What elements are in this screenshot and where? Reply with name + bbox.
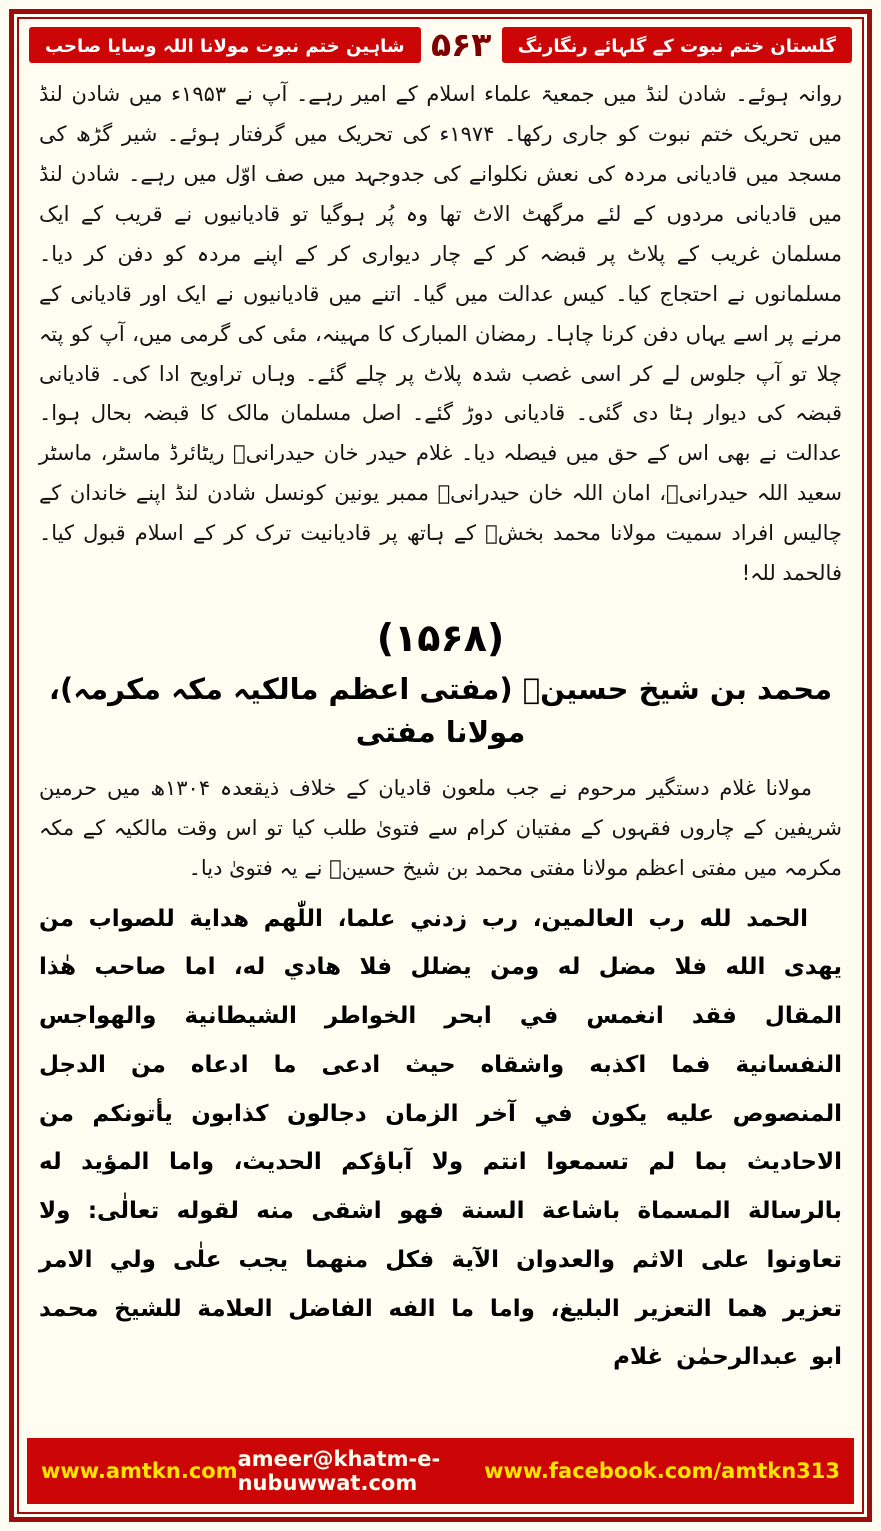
body-paragraph-intro: مولانا غلام دستگیر مرحوم نے جب ملعون قادیان کے خلاف ذیقعدہ ۱۳۰۴ھ میں حرمین شریفین کے چاروں فقہوں کے مفتیان کرام سے فتویٰ طلب کیا تو اس وقت مالکیہ کے مکہ مکرمہ میں مفتی اعظم مولانا مفتی محمد بن شیخ حسینؒ نے یہ فتویٰ دیا۔ (39, 775, 842, 880)
page-footer (27, 1438, 854, 1504)
page-border-inner (17, 17, 864, 1514)
footer-website-url: www.amtkn.com (41, 1459, 238, 1483)
page-header (19, 19, 862, 65)
entry-title: محمد بن شیخ حسینؒ (مفتی اعظم مالکیہ مکہ مکرمہ)، مولانا مفتی (48, 671, 833, 750)
body-paragraph-biography: روانہ ہوئے۔ شادن لنڈ میں جمعیۃ علماء اسلام کے امیر رہے۔ آپ نے ۱۹۵۳ء میں شادن لنڈ میں تحریک ختم نبوت کو جاری رکھا۔ ۱۹۷۴ء کی تحریک میں گرفتار ہوئے۔ شیر گڑھ کی مسجد میں قادیانی مردہ کی نعش نکلوانے کی جدوجہد میں صف اوّل میں رہے۔ شادن لنڈ میں قادیانی مردوں کے لئے مرگھٹ الاٹ تھا وہ پُر ہوگیا تو قادیانیوں نے قریب کے ایک مسلمان غریب کے پلاٹ پر قبضہ کر کے چار دیواری کر کے اپنے مردہ کو دفن کر دیا۔ مسلمانوں نے احتجاج کیا۔ کیس عدالت میں گیا۔ اتنے میں قادیانیوں نے ایک اور قادیانی کے مرنے پر اسے یہاں دفن کرنا چاہا۔ رمضان المبارک کا مہینہ، مئی کی گرمی میں، آپ کو پتہ چلا تو آپ جلوس لے کر اسی غصب شدہ پلاٹ پر چلے گئے۔ وہاں تراویح ادا کی۔ قادیانی قبضہ کی دیوار ہٹا دی گئی۔ قادیانی دوڑ گئے۔ اصل مسلمان مالک کا قبضہ بحال ہوا۔ عدالت نے بھی اس کے حق میں فیصلہ دیا۔ غلام حیدر خان حیدرانیؒ ریٹائرڈ ماسٹر، ماسٹر سعید اللہ حیدرانیؒ، امان اللہ خان حیدرانیؒ ممبر یونین کونسل شادن لنڈ اپنے خاندان کے چالیس افراد سمیت مولانا محمد بخشؒ کے ہاتھ پر قادیانیت ترک کر کے اسلام قبول کیا۔ فالحمد للہ! (39, 82, 842, 585)
footer-facebook-url: www.facebook.com/amtkn313 (484, 1459, 840, 1483)
page-number: ۵۶۳ (430, 25, 492, 64)
entry-number: (۱۵۶۸) (376, 615, 505, 660)
header-right-title: گلستان ختم نبوت کے گلہائے رنگارنگ (502, 27, 852, 63)
header-left-title: شاہین ختم نبوت مولانا اللہ وسایا صاحب (29, 27, 421, 63)
arabic-fatwa-text: الحمد لله رب العالمين، رب زدني علما، اللّٰهم هداية للصواب من يهدى الله فلا مضل له ومن يضلل فلا هادي له، اما صاحب هٰذا المقال فقد انغمس في ابحر الخواطر الشيطانية والهواجس النفسانية فما اكذبه واشقاه حيث ادعى ما ادعاه من الدجل المنصوص عليه يكون في آخر الزمان دجالون كذابون يأتونكم من الاحاديث بما لم تسمعوا انتم ولا آباؤكم الحديث، واما المؤيد له بالرسالة المسماة باشاعة السنة فهو اشقى منه لقوله تعالٰى: ولا تعاونوا على الاثم والعدوان الآية فكل منهما يجب علٰى ولي الامر تعزير هما التعزير البليغ، واما ما الفه الفاضل العلامة للشيخ محمد ابو عبدالرحمٰن غلام (39, 905, 842, 1371)
page-border-outer (9, 9, 872, 1522)
page-content (19, 65, 862, 1428)
footer-email-address: ameer@khatm-e-nubuwwat.com (237, 1447, 441, 1495)
